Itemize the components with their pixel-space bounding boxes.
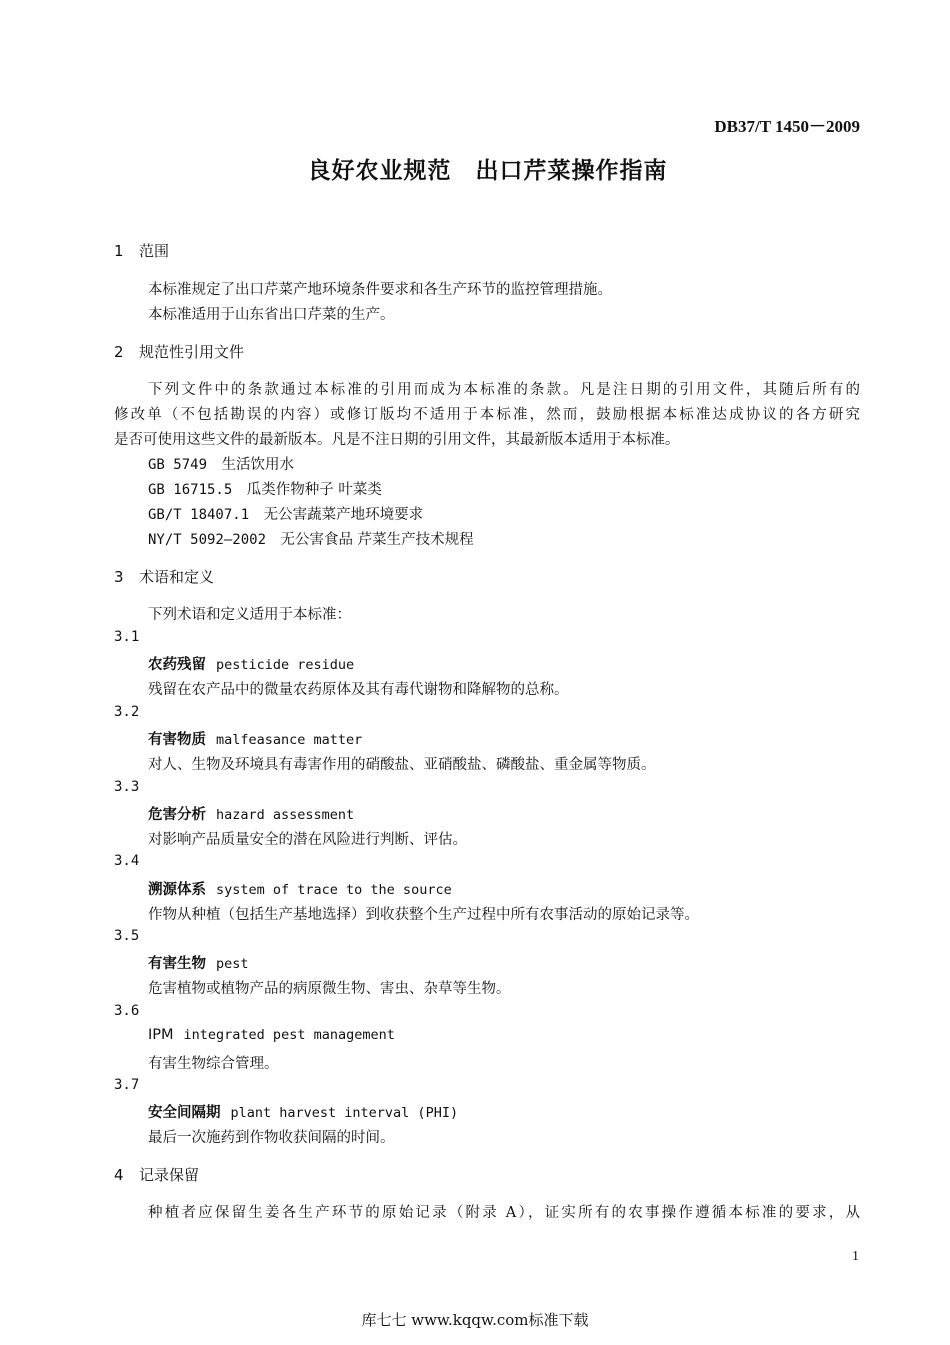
clause-number: 3.1 [114, 629, 140, 645]
section-1-paragraph-2: 本标准适用于山东省出口芹菜的生产。 [148, 307, 395, 323]
term-entry [148, 952, 249, 973]
clause-number: 3.6 [114, 1003, 140, 1019]
section-4-paragraph: 种植者应保留生姜各生产环节的原始记录（附录 A），证实所有的农事操作遵循本标准的要求，从 [148, 1205, 860, 1221]
term-definition: 最后一次施药到作物收获间隔的时间。 [148, 1130, 395, 1146]
term-definition: 对影响产品质量安全的潜在风险进行判断、评估。 [148, 832, 467, 848]
term-chinese: 安全间隔期 [148, 1105, 221, 1121]
term-definition: 残留在农产品中的微量农药原体及其有毒代谢物和降解物的总称。 [148, 682, 569, 698]
section-2-intro-line-2: 修改单（不包括勘误的内容）或修订版均不适用于本标准，然而，鼓励根据本标准达成协议的各方研究 [114, 407, 860, 423]
section-2-intro-line-3: 是否可使用这些文件的最新版本。凡是不注日期的引用文件，其最新版本适用于本标准。 [114, 432, 680, 448]
section-number: 3 [114, 568, 124, 586]
section-1-paragraph-1: 本标准规定了出口芹菜产地环境条件要求和各生产环节的监控管理措施。 [148, 282, 612, 298]
section-3-intro: 下列术语和定义适用于本标准： [148, 607, 351, 623]
reference-item [148, 528, 474, 549]
reference-title: 瓜类作物种子 叶菜类 [246, 482, 382, 498]
section-3-heading [114, 566, 214, 587]
section-title: 记录保留 [139, 1166, 200, 1184]
reference-code: NY/T 5092—2002 [148, 532, 267, 548]
page-number: 1 [852, 1249, 859, 1264]
term-english: pest [216, 956, 249, 972]
term-entry [148, 728, 362, 749]
document-title: 良好农业规范 出口芹菜操作指南 [307, 158, 668, 184]
reference-item [148, 453, 294, 474]
term-english: hazard assessment [216, 807, 355, 823]
term-entry [148, 1101, 458, 1122]
term-chinese: 有害物质 [148, 732, 206, 748]
term-entry [148, 878, 452, 899]
term-english: malfeasance matter [216, 732, 363, 748]
term-entry [148, 803, 354, 824]
section-number: 2 [114, 343, 124, 361]
section-title: 规范性引用文件 [139, 343, 245, 361]
clause-number: 3.5 [114, 928, 140, 944]
term-entry [148, 1027, 395, 1043]
term-entry [148, 653, 354, 674]
term-chinese: 溯源体系 [148, 882, 206, 898]
term-definition: 作物从种植（包括生产基地选择）到收获整个生产过程中所有农事活动的原始记录等。 [148, 907, 699, 923]
document-code: DB37/T 1450－2009 [714, 117, 860, 136]
reference-code: GB 16715.5 [148, 482, 233, 498]
term-chinese: 有害生物 [148, 956, 206, 972]
section-number: 1 [114, 242, 124, 260]
section-title: 术语和定义 [139, 568, 215, 586]
term-english: plant harvest interval (PHI) [230, 1105, 459, 1121]
reference-title: 无公害食品 芹菜生产技术规程 [280, 532, 474, 548]
section-number: 4 [114, 1166, 124, 1184]
section-title: 范围 [139, 242, 170, 260]
section-2-intro-line-1: 下列文件中的条款通过本标准的引用而成为本标准的条款。凡是注日期的引用文件，其随后所有的 [148, 382, 860, 398]
reference-title: 无公害蔬菜产地环境要求 [263, 507, 424, 523]
reference-item [148, 503, 423, 524]
term-english: integrated pest management [183, 1027, 395, 1043]
reference-title: 生活饮用水 [221, 457, 295, 473]
reference-code: GB/T 18407.1 [148, 507, 250, 523]
clause-number: 3.2 [114, 704, 140, 720]
section-4-heading [114, 1164, 199, 1185]
term-english: system of trace to the source [216, 882, 452, 898]
clause-number: 3.3 [114, 779, 140, 795]
reference-code: GB 5749 [148, 457, 208, 473]
term-chinese: 危害分析 [148, 807, 206, 823]
reference-item [148, 478, 382, 499]
section-2-heading [114, 341, 244, 362]
clause-number: 3.4 [114, 853, 140, 869]
term-definition: 有害生物综合管理。 [148, 1056, 279, 1072]
term-definition: 危害植物或植物产品的病原微生物、害虫、杂草等生物。 [148, 981, 511, 997]
term-definition: 对人、生物及环境具有毒害作用的硝酸盐、亚硝酸盐、磷酸盐、重金属等物质。 [148, 757, 656, 773]
term-chinese: 农药残留 [148, 657, 206, 673]
term-chinese: IPM [148, 1027, 174, 1043]
section-1-heading [114, 240, 169, 261]
footer-watermark: 库七七 www.kqqw.com标准下载 [361, 1311, 589, 1329]
term-english: pesticide residue [216, 657, 355, 673]
clause-number: 3.7 [114, 1077, 140, 1093]
